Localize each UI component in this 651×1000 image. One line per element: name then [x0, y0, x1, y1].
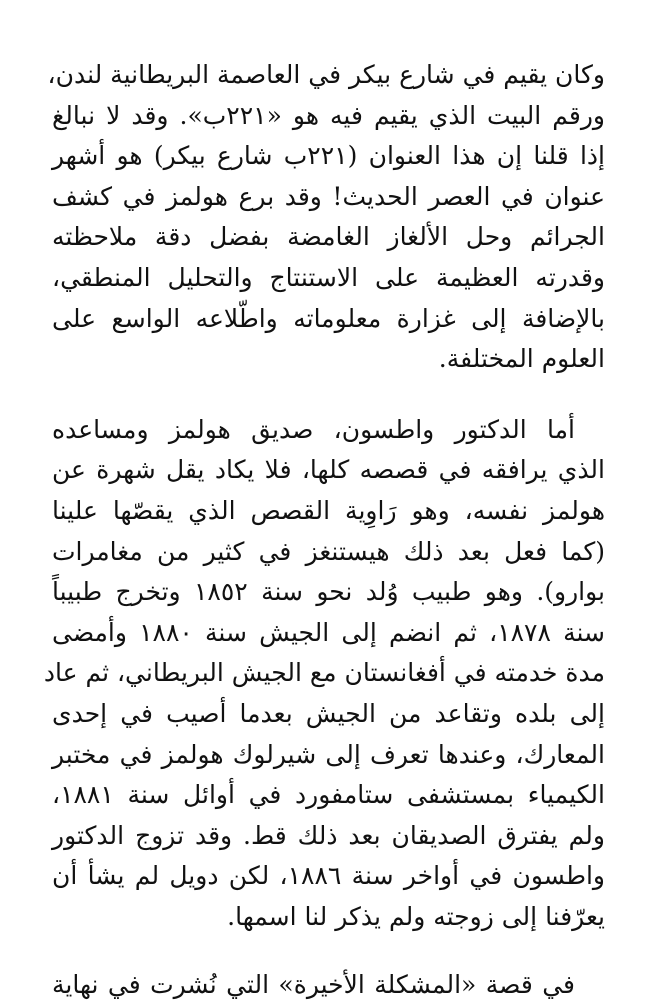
text-line: واطسون في أواخر سنة ١٨٨٦، لكن دويل لم يشأ أن [52, 861, 605, 891]
text-line: عنوان في العصر الحديث! وقد برع هولمز في كشف [52, 181, 605, 211]
text-line: بالإضافة إلى غزارة معلوماته واطّلاعه الواسع على [52, 303, 605, 333]
text-line: المعارك، وعندها تعرف إلى شيرلوك هولمز في مختبر [52, 739, 605, 769]
text-line: هولمز نفسه، وهو رَاوِية القصص الذي يقصّها علينا [52, 495, 605, 525]
text-line: وكان يقيم في شارع بيكر في العاصمة البريطانية لندن، [47, 60, 605, 89]
paragraph-doctor-watson [43, 410, 605, 938]
text-line: يعرّفنا إلى زوجته ولم يذكر لنا اسمها. [227, 901, 605, 931]
text-line: الذي يرافقه في قصصه كلها، فلا يكاد يقل شهرة عن [52, 455, 605, 485]
text-line: بوارو). وهو طبيب وُلد نحو سنة ١٨٥٢ وتخرج طبيباً [52, 577, 605, 607]
text-line: الكيمياء بمستشفى ستامفورد في أوائل سنة ١٨٨١، [52, 780, 605, 810]
text-line: ورقم البيت الذي يقيم فيه هو «٢٢١ب». وقد لا نبالغ [52, 100, 605, 130]
text-line: وقدرته العظيمة على الاستنتاج والتحليل المنطقي، [52, 262, 605, 292]
text-line: العلوم المختلفة. [438, 344, 605, 374]
text-line: مدة خدمته في أفغانستان مع الجيش البريطاني، ثم عاد [43, 658, 605, 688]
text-line: (كما فعل بعد ذلك هيستنغز في كثير من مغامرات [52, 536, 605, 566]
paragraph-holmes-address [47, 55, 605, 380]
text-line: أما الدكتور واطسون، صديق هولمز ومساعده [52, 414, 575, 444]
paragraph-final-problem [52, 965, 605, 1000]
text-line: ولم يفترق الصديقان بعد ذلك قط. وقد تزوج الدكتور [52, 820, 605, 850]
text-line: إذا قلنا إن هذا العنوان (٢٢١ب شارع بيكر) هو أشهر [52, 141, 605, 171]
text-line: سنة ١٨٧٨، ثم انضم إلى الجيش سنة ١٨٨٠ وأمضى [52, 617, 605, 647]
text-line: الجرائم وحل الألغاز الغامضة بفضل دقة ملاحظته [52, 222, 605, 252]
text-line: في قصة «المشكلة الأخيرة» التي نُشرت في نهاية [52, 970, 575, 1000]
text-line: إلى بلده وتقاعد من الجيش بعدما أصيب في إحدى [52, 698, 605, 728]
